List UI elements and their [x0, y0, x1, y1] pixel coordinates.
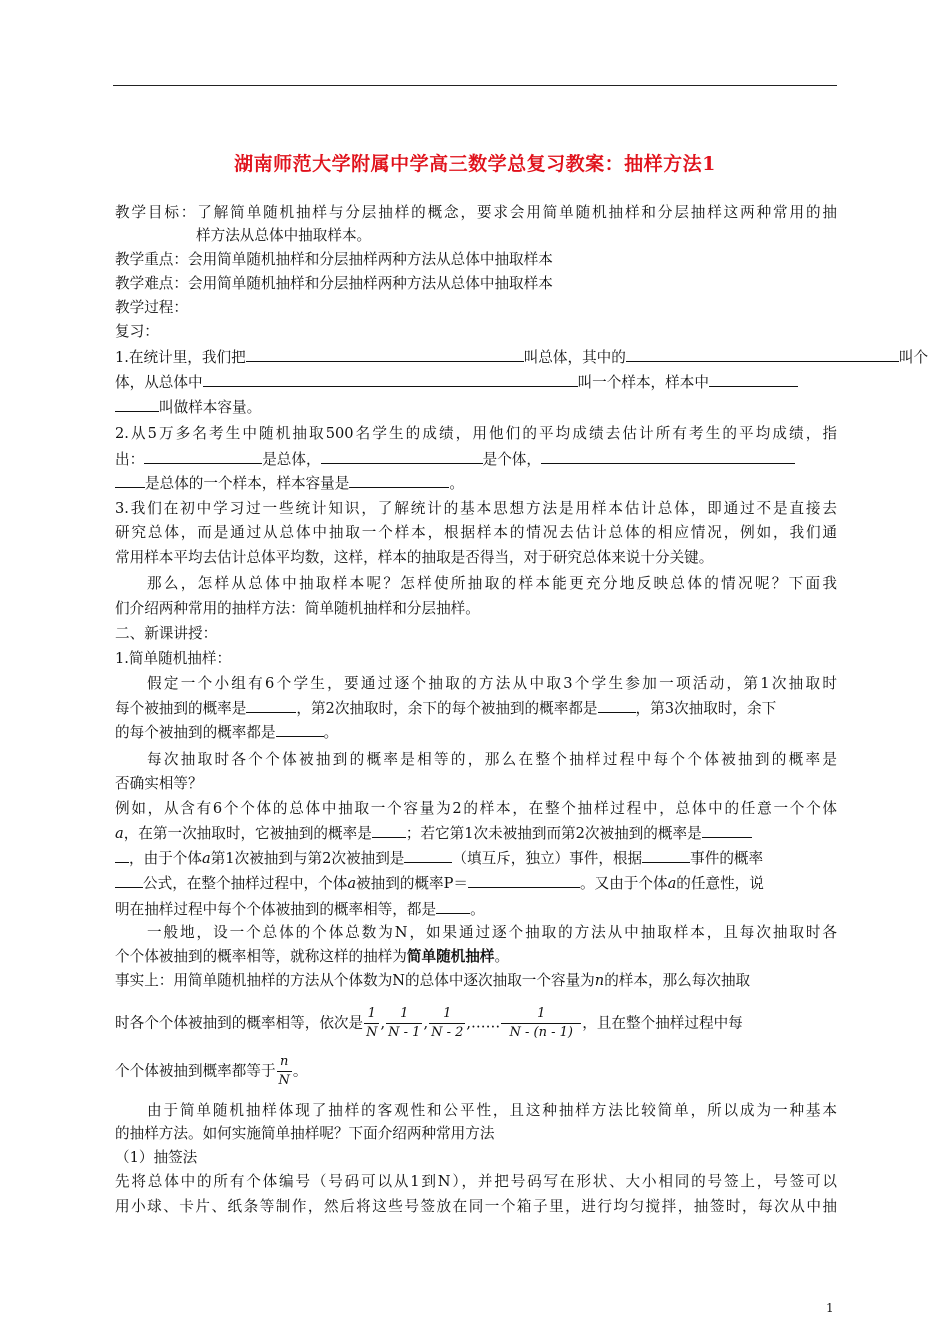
fraction: $\frac{1}{N - 1}$	[388, 1006, 421, 1040]
review-heading: 复习：	[115, 323, 159, 340]
fraction: $\frac{1}{N - 2}$	[431, 1006, 464, 1040]
fact-line-3: 个个体被抽到概率都等于 $\frac{n}{N}$ 。	[115, 1054, 308, 1088]
fact-line-2: 时各个个体被抽到的概率相等，依次是 $\frac{1}{N}$ , $\frac{1}{N - 1}$ , $\frac{1}{N - 2}$ ,…… $\frac{1}{N - (n - 1)}$ ，且在整个抽样过程中每	[115, 1006, 743, 1040]
blank[interactable]	[626, 347, 899, 362]
blank[interactable]	[276, 722, 324, 737]
q3-line-1: 3.我们在初中学习过一些统计知识，了解统计的基本思想方法是用样本估计总体，即通过不是直接去	[115, 500, 837, 517]
blank[interactable]	[702, 823, 752, 838]
term-simple-random-sampling: 简单随机抽样	[406, 948, 495, 965]
q1-line-3: 叫做样本容量。	[115, 397, 261, 418]
blank[interactable]	[436, 899, 470, 914]
para4-line-2: 的抽样方法。如何实施简单抽样呢？下面介绍两种常用方法	[115, 1125, 495, 1142]
definition-line-1: 一般地，设一个总体的个体总数为N，如果通过逐个抽取的方法从中抽取样本，且每次抽取时各	[147, 924, 837, 941]
blank[interactable]	[404, 848, 452, 863]
fact-line-1: 事实上：用简单随机抽样的方法从个体数为N的总体中逐次抽取一个容量为n的样本，那么每次抽取	[115, 972, 751, 989]
goal-line-2: 样方法从总体中抽取样本。	[196, 227, 372, 244]
blank[interactable]	[115, 873, 143, 888]
example-line-2: a，在第一次抽取时，它被抽到的概率是 ；若它第1次未被抽到而第2次被抽到的概率是	[115, 823, 752, 844]
para4-line-1: 由于简单随机抽样体现了抽样的客观性和公平性，且这种抽样方法比较简单，所以成为一种基本	[147, 1102, 837, 1119]
method-1-line-1: 先将总体中的所有个体编号（号码可以从1到N），并把号码写在形状、大小相同的号签上，号签可以	[115, 1173, 837, 1190]
subsection-1-heading: 1.简单随机抽样：	[115, 650, 232, 667]
para2-line-2: 每个被抽到的概率是 ，第2次抽取时，余下的每个被抽到的概率都是 ，第3次抽取时，余下	[115, 700, 777, 717]
para2-line-3: 的每个被抽到的概率都是 。	[115, 724, 339, 741]
blank[interactable]	[115, 473, 145, 488]
example-line-4: 公式，在整个抽样过程中，个体a被抽到的概率P＝ 。又由于个体a的任意性，说	[115, 873, 764, 894]
q2-line-2: 出： 是总体， 是个体，	[115, 449, 795, 470]
key-point: 教学重点：会用简单随机抽样和分层抽样两种方法从总体中抽取样本	[115, 251, 553, 268]
blank[interactable]	[349, 473, 449, 488]
blank[interactable]	[115, 848, 129, 863]
q1-line-1: 1.在统计里，我们把 叫总体，其中的 叫个	[115, 349, 929, 366]
page-title: 湖南师范大学附属中学高三数学总复习教案：抽样方法1	[234, 153, 716, 175]
blank[interactable]	[541, 449, 795, 464]
goal-line-1	[115, 203, 837, 223]
q1-line-2: 体，从总体中 叫一个样本，样本中	[115, 372, 798, 393]
blank[interactable]	[246, 698, 296, 713]
blank[interactable]	[203, 372, 578, 387]
blank[interactable]	[144, 449, 262, 464]
fraction: $\frac{n}{N}$	[278, 1054, 290, 1088]
q2-line-3: 是总体的一个样本，样本容量是 。	[115, 473, 464, 494]
goal-text-1: 了解简单随机抽样与分层抽样的概念，要求会用简单随机抽样和分层抽样这两种常用的抽	[197, 204, 837, 221]
para3-line-2: 否确实相等？	[115, 775, 203, 792]
header-rule	[113, 85, 837, 86]
blank[interactable]	[246, 347, 524, 362]
goal-label: 教学目标：	[115, 204, 198, 221]
process-heading: 教学过程：	[115, 299, 188, 316]
blank[interactable]	[321, 449, 483, 464]
example-line-1: 例如，从含有6个个体的总体中抽取一个容量为2的样本，在整个抽样过程中，总体中的任意一个个体	[115, 800, 837, 817]
para2-line-1: 假定一个小组有6个学生，要通过逐个抽取的方法从中取3个学生参加一项活动，第1次抽取时	[147, 675, 837, 692]
blank[interactable]	[642, 848, 690, 863]
blank[interactable]	[709, 372, 798, 387]
blank[interactable]	[468, 873, 580, 888]
para1-line-2: 们介绍两种常用的抽样方法：简单随机抽样和分层抽样。	[115, 600, 480, 617]
q2-line-1: 2.从5万多名考生中随机抽取500名学生的成绩，用他们的平均成绩去估计所有考生的平均成绩，指	[115, 425, 837, 442]
page-number: 1	[826, 1301, 834, 1315]
fraction: $\frac{1}{N - (n - 1)}$	[501, 1005, 581, 1042]
difficulty: 教学难点：会用简单随机抽样和分层抽样两种方法从总体中抽取样本	[115, 275, 553, 292]
q3-line-3: 常用样本平均去估计总体平均数，这样，样本的抽取是否得当，对于研究总体来说十分关键。	[115, 549, 714, 566]
definition-line-2: 个个体被抽到的概率相等，就称这样的抽样为简单随机抽样。	[115, 948, 510, 965]
blank[interactable]	[115, 397, 159, 412]
example-line-5: 明在抽样过程中每个个体被抽到的概率相等，都是 。	[115, 901, 485, 918]
method-1-line-2: 用小球、卡片、纸条等制作，然后将这些号签放在同一个箱子里，进行均匀搅拌，抽签时，每次从中抽	[115, 1198, 837, 1215]
blank[interactable]	[598, 698, 636, 713]
fraction: $\frac{1}{N}$	[366, 1006, 378, 1040]
section-2-heading: 二、新课讲授：	[115, 625, 218, 642]
example-line-3: ，由于个体a第1次被抽到与第2次被抽到是 （填互斥，独立）事件，根据 事件的概率	[115, 848, 763, 869]
method-1-heading: （1）抽签法	[115, 1149, 198, 1166]
para3-line-1: 每次抽取时各个个体被抽到的概率是相等的，那么在整个抽样过程中每个个体被抽到的概率是	[147, 751, 837, 768]
q3-line-2: 研究总体，而是通过从总体中抽取一个样本，根据样本的情况去估计总体的相应情况，例如，我们通	[115, 524, 837, 541]
para1-line-1: 那么，怎样从总体中抽取样本呢？怎样使所抽取的样本能更充分地反映总体的情况呢？下面我	[147, 575, 837, 592]
blank[interactable]	[372, 823, 406, 838]
